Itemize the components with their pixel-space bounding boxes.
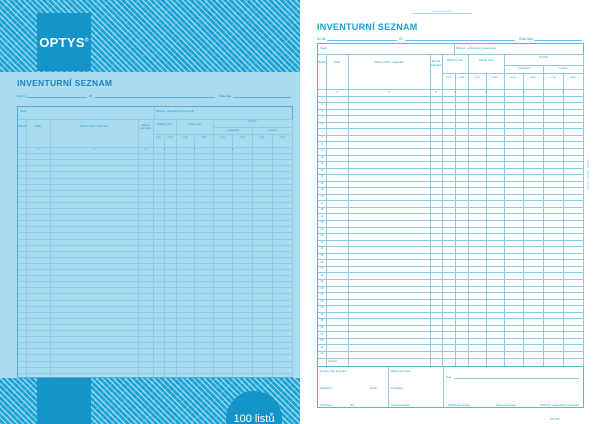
sheet-col-number-4: 4 [454,89,456,94]
sheet-row-number: 16 [320,195,324,198]
sheet-col-prebytek-header: + přebytek [516,65,531,70]
sheet-row-rule-24 [318,253,583,254]
sheet-row-rule-35 [318,325,583,326]
cover-row-rule-6 [18,190,292,191]
cover-row-rule-3 [18,171,292,172]
sheet-row-number: 30 [320,286,324,290]
sheet-col-number-6: 6 [522,89,525,94]
sheet-row-number: 23 [320,240,324,244]
sheet-row-rule-9 [318,155,583,156]
brand-logo [37,13,91,71]
sheet-title: INVENTURNÍ SEZNAM [317,22,418,32]
cover-row-rule-9 [18,208,292,209]
sheet-field-cislo-listu: Číslo listu [519,37,533,41]
cover-row-rule-7 [18,196,292,197]
cover-row-rule-24 [18,300,292,301]
sheet-footer-divider-1 [388,366,389,407]
sheet-row-number: 33 [320,306,324,310]
cover-row-rule-20 [18,275,292,276]
sheet-field-year-line[interactable] [405,40,515,41]
cover-row-rule-12 [18,226,292,227]
cover-col-rule-6 [292,119,293,377]
sheet-row-number: 15 [320,188,324,192]
cover-row-rule-18 [18,263,292,264]
sheet-row-number: 39 [320,345,324,349]
sheet-footer-den: Dne [446,374,452,379]
sheet-row-number: 7 [321,136,323,140]
cover-col-rule-5 [213,119,214,377]
sheet-row-number: 22 [320,234,324,238]
sheet-row-number: 29 [320,280,324,284]
cover-row-rule-26 [18,312,292,313]
cover-row-rule-31 [18,342,292,343]
sheet-row-rule-18 [318,213,583,214]
cover-row-rule-0 [18,153,292,154]
cover-col-ucetni-header: Účetní stav [187,123,202,126]
sheet-row-rule-17 [318,207,583,208]
cover-col-nazev-header: Název zboží, materiálu [80,125,108,128]
sheet-row-rule-25 [318,259,583,260]
cover-col-rule-3 [153,119,154,377]
inventory-table [317,43,584,408]
cover-row-rule-16 [18,251,292,252]
sheet-row-number: 9 [321,149,323,153]
sheet-row-number: 18 [320,208,324,212]
cover-row-rule-15 [18,245,292,246]
cover-col-number-7: 7 [271,147,273,151]
cover-sub-header-1: v Kč [167,135,173,139]
cover-col-number-5: 5 [193,147,196,151]
sheet-col-zjisteny-header: Zjištěný stav [446,58,464,62]
cover-row-rule-35 [18,367,292,368]
sheet-row-rule-19 [318,220,583,221]
sheet-row-rule-12 [318,174,583,175]
sheet-row-rule-31 [318,299,583,300]
cover-row-rule-21 [18,281,292,282]
sheet-col-nazev-header: Název zboží, materiálu [374,60,404,64]
cover-badge-100-sheets [226,391,282,424]
cover-title: INVENTURNÍ SEZNAM [17,78,113,88]
sheet-top-label: Jen nerozumíte [432,9,453,13]
sheet-row-number: 14 [320,181,324,185]
sheet-col-number-2: 2 [388,89,390,94]
sheet-usek-divider [454,44,455,54]
form-sheet [300,0,600,424]
cover-row-rule-5 [18,184,292,185]
sheet-row-number: 26 [320,260,324,264]
cover-table [17,106,293,378]
sheet-row-rule-21 [318,233,583,234]
cover-col-manko-header: - manko [267,128,277,132]
sheet-field-usek: Úsek [320,45,327,50]
sheet-form-code: OP 1030 [550,418,560,421]
sheet-sub-header-2: v mj. [473,74,481,79]
sheet-side-note: Inventurní seznam - formulář [587,159,590,190]
sheet-row-rule-7 [318,141,583,142]
sheet-row-number: 11 [320,162,324,166]
cover-sub-header-6: v mj. [259,135,265,139]
cover-col-rule-2 [138,119,139,377]
cover-bottom-strip [37,378,91,424]
cover-field-year: 20 [89,94,93,98]
sheet-row-number: 27 [320,267,324,271]
cover-sub-header-3: v Kč [200,135,207,139]
sheet-col-rozdil-header: Rozdíl [539,55,548,59]
sheet-sub-header-4: v mj. [510,74,517,79]
sheet-field-obvod: Obvod - odpovědný pracovník [456,45,497,50]
sheet-row-rule-3 [318,115,583,116]
sheet-row-rule-33 [318,312,583,313]
sheet-row-number: 21 [320,227,324,231]
sheet-sub-header-0: v mj. [445,74,452,79]
sheet-sub-header-7: v Kč [570,74,576,79]
sheet-row-rule-0 [318,96,583,97]
sheet-rozdil-mid-rule [543,65,544,366]
sheet-footer-zkontroloval: zkontroloval(a) [391,402,410,407]
sheet-row-rule-32 [318,305,583,306]
sheet-footer-podpis: Přítomný odpovědný pracovník [540,402,579,407]
sheet-row-number: 37 [320,332,324,336]
cover-row-rule-33 [18,354,292,355]
sheet-row-number: 24 [320,247,324,251]
sheet-field-cislo-listu-line[interactable] [534,40,582,41]
sheet-row-rule-15 [318,194,583,195]
sheet-row-rule-10 [318,161,583,162]
cover-col-merna-header: Měrná jednotka [140,124,151,130]
cover-usek-divider [154,107,155,119]
cover-col-number-3: 3 [144,147,147,151]
sheet-footer-zahajeni: Zahájeno [320,385,332,390]
sheet-footer-dne: dne [350,402,355,407]
cover-row-rule-14 [18,239,292,240]
sheet-field-ke-dni: Ke dni [317,37,327,41]
sheet-row-rule-20 [318,227,583,228]
sheet-footer-den-line[interactable] [454,378,579,379]
sheet-footer-predseda: Předseda komise [448,402,470,407]
sheet-field-year: 20 [399,37,403,41]
cover-col-number-4: 4 [163,147,166,151]
sheet-footer-ukonceni: Ukončeno [320,402,333,407]
sheet-col-row-header: Řádek [318,60,327,64]
sheet-row-number: 8 [321,142,323,146]
sheet-row-number: 35 [320,319,324,323]
sheet-col-cislo-header: Číslo [333,60,341,64]
sheet-row-rule-30 [318,292,583,293]
sheet-row-rule-8 [318,148,583,149]
sheet-field-ke-dni-line[interactable] [327,40,397,41]
sheet-footer-clenove: Členové komise [496,402,516,407]
sheet-row-number: 17 [320,201,324,205]
cover-row-rule-13 [18,232,292,233]
sheet-row-number: 6 [321,129,323,133]
cover-col-row-header: Řádek [18,125,26,128]
cover-sub-header-4: v mj. [219,135,226,139]
cover-col-number-6: 6 [231,147,234,151]
cover-field-cislo-lisu: Číslo lisu [219,94,232,98]
cover-row-rule-22 [18,287,292,288]
cover-row-rule-25 [18,306,292,307]
sheet-row-number: 40 [320,352,324,356]
sheet-row-rule-29 [318,286,583,287]
sheet-row-number: 5 [321,122,323,126]
sheet-row-rule-11 [318,168,583,169]
sheet-row-rule-26 [318,266,583,267]
sheet-row-number: 10 [320,155,324,159]
sheet-row-rule-16 [318,200,583,201]
cover-row-rule-2 [18,165,292,166]
brand-logo-text: OPTYS® [39,34,89,50]
cover-row-rule-28 [18,324,292,325]
sheet-row-rule-6 [318,135,583,136]
sheet-row-number: 19 [320,214,324,218]
sheet-col-merna-header: Měrná jednotka [430,59,442,67]
sheet-col-number-7: 7 [562,89,564,94]
cover-badge-text: 100 listů [233,413,275,424]
cover-row-rule-32 [18,348,292,349]
cover-row-rule-4 [18,178,292,179]
cover-row-rule-29 [18,330,292,331]
sheet-row-number: 36 [320,326,324,329]
cover-col-cislo-header: Číslo [34,125,42,128]
sheet-row-number: 3 [321,109,323,113]
sheet-row-rule-27 [318,272,583,273]
sheet-row-number: 2 [321,103,323,107]
sheet-footer-rozpis: Rozpis čísla posudku [320,368,347,373]
cover-row-rule-27 [18,318,292,319]
sheet-row-rule-22 [318,240,583,241]
cover-col-rule-0 [26,119,27,377]
cover-row-rule-23 [18,293,292,294]
cover-col-rozdil-header: Rozdíl [248,120,257,123]
cover-row-rule-8 [18,202,292,203]
cover-row-rule-17 [18,257,292,258]
sheet-row-rule-37 [318,338,583,339]
sheet-row-rule-5 [318,128,583,129]
cover-row-rule-11 [18,220,292,221]
sheet-row-number: 38 [320,339,324,343]
cover-row-rule-10 [18,214,292,215]
sheet-row-number: 25 [320,253,324,257]
sheet-row-number: 4 [321,116,323,120]
sheet-col-number-5: 5 [485,89,487,94]
sheet-col-manko-header: - manko [557,65,569,70]
sheet-footer-rule [318,366,583,367]
sheet-row-rule-2 [318,109,583,110]
sheet-row-number: 12 [320,168,324,172]
cover-field-usek: Úsek [20,108,27,113]
sheet-col-ucetni-header: Účetní stav [478,58,494,62]
cover-col-number-2: 2 [93,147,95,151]
cover-col-zjisteny-header: Zjištěný stav [156,123,173,126]
cover-row-rule-34 [18,361,292,362]
cover-field-ke-dni: Ke dni [17,94,26,98]
sheet-sub-header-6: v mj. [549,74,557,79]
sheet-row-rule-23 [318,246,583,247]
sheet-row-number: 20 [320,221,324,225]
cover-row-rule-1 [18,159,292,160]
cover-col-rule-1 [50,119,51,377]
cover-row-rule-36 [18,373,292,374]
cover-sub-header-5: v Kč [239,135,245,139]
sheet-row-rule-36 [318,331,583,332]
sheet-row-number: 13 [320,175,324,179]
cover-sub-header-2: v mj. [182,135,188,139]
sheet-top-rule [412,13,472,14]
sheet-row-rule-4 [318,122,583,123]
cover-col-rule-4 [176,119,177,377]
sheet-row-number: 1 [321,96,323,100]
sheet-row-rule-34 [318,318,583,319]
sheet-footer-zjistovani: Zjišťování stavu [391,368,411,373]
sheet-col-number-1: 1 [336,89,338,94]
sheet-row-number: 32 [320,299,324,303]
sheet-row-rule-40 [318,358,583,359]
cover-row-rule-30 [18,336,292,337]
sheet-col-number-3: 3 [435,89,437,94]
cover-sub-header-7: v Kč [279,135,285,139]
cover-field-obvod: Obvod - odpovědný pracovník [156,108,194,113]
sheet-row-rule-39 [318,351,583,352]
sheet-footer-divider-2 [443,366,444,407]
cover-col-prebytek-header: + přebytek [226,128,239,132]
sheet-footer-zapsal: zapsal(a) [391,385,403,390]
sheet-row-number: 31 [320,293,324,297]
cover-form-preview [17,78,291,424]
sheet-row-number: 28 [320,273,324,277]
sheet-row-rule-13 [318,181,583,182]
sheet-col-rule-6 [583,54,584,366]
sheet-row-number: 34 [320,312,324,316]
cover-col-number-1: 1 [37,147,39,151]
sheet-row-rule-28 [318,279,583,280]
sheet-total-label: Součet [328,359,337,364]
sheet-row-rule-1 [318,102,583,103]
sheet-footer-hodin: hodin [370,385,377,390]
cover-sub-header-0: v mj. [155,135,162,139]
sheet-sub-header-3: v Kč [492,74,498,79]
cover-row-rule-19 [18,269,292,270]
sheet-row-rule-14 [318,187,583,188]
sheet-sub-header-5: v Kč [530,74,536,79]
sheet-sub-header-1: v Kč [458,74,465,79]
sheet-row-rule-38 [318,344,583,345]
